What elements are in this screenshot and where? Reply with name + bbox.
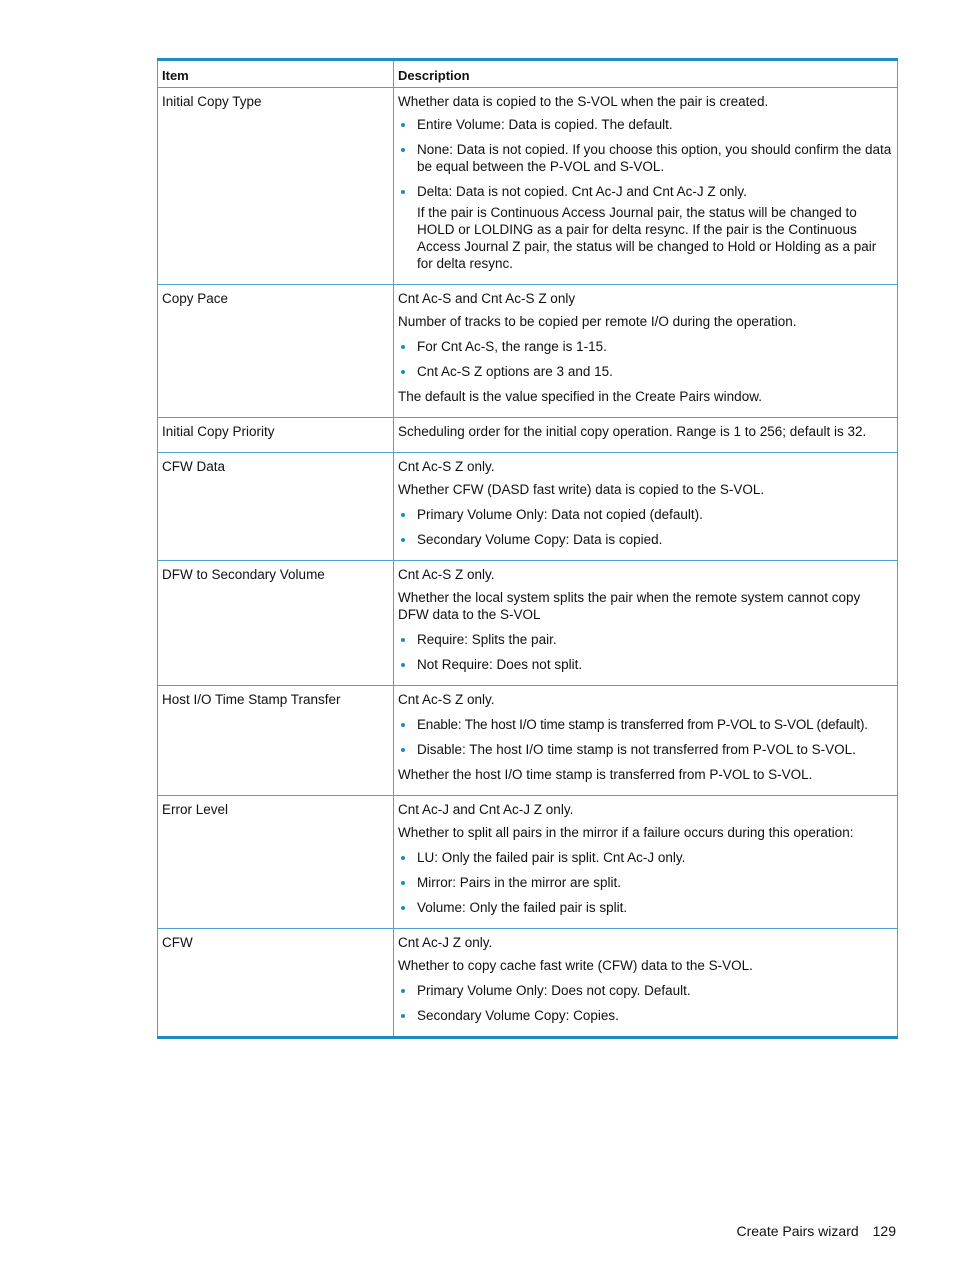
table-row bbox=[158, 453, 898, 561]
list-item: Secondary Volume Copy: Data is copied. bbox=[398, 531, 893, 548]
list-item: Require: Splits the pair. bbox=[398, 631, 893, 648]
list-item: Mirror: Pairs in the mirror are split. bbox=[398, 874, 893, 891]
table-row bbox=[158, 796, 898, 929]
bullet-icon bbox=[401, 123, 405, 127]
bullet-icon bbox=[401, 538, 405, 542]
description-cell bbox=[394, 88, 898, 285]
list-item: Cnt Ac-S Z options are 3 and 15. bbox=[398, 363, 893, 380]
description-text: Whether data is copied to the S-VOL when the pair is created. bbox=[398, 94, 769, 109]
list-item: Disable: The host I/O time stamp is not transferred from P-VOL to S-VOL. bbox=[398, 741, 893, 758]
table-row bbox=[158, 929, 898, 1038]
item-cell: CFW Data bbox=[158, 453, 394, 561]
bullet-list bbox=[398, 116, 893, 200]
bullet-icon bbox=[401, 513, 405, 517]
description-note: If the pair is Continuous Access Journal pair, the status will be changed to HOLD or LOLDING as a pair for delta resync. If the pair is the Continuous Access Journal Z pair, the status will be changed to Hold or Holding as a pair for delta resync. bbox=[417, 205, 877, 271]
description-cell bbox=[394, 686, 898, 796]
bullet-list bbox=[398, 849, 893, 916]
description-text: Whether to copy cache fast write (CFW) data to the S-VOL. bbox=[398, 958, 753, 973]
list-item: Enable: The host I/O time stamp is transferred from P-VOL to S-VOL (default). bbox=[398, 716, 893, 733]
description-text: Scheduling order for the initial copy operation. Range is 1 to 256; default is 32. bbox=[398, 424, 867, 439]
page-number: 129 bbox=[872, 1223, 896, 1239]
list-item: For Cnt Ac-S, the range is 1-15. bbox=[398, 338, 893, 355]
footer-section-title: Create Pairs wizard bbox=[736, 1223, 859, 1239]
table-row bbox=[158, 285, 898, 418]
description-text: Whether CFW (DASD fast write) data is copied to the S-VOL. bbox=[398, 482, 765, 497]
list-item: Volume: Only the failed pair is split. bbox=[398, 899, 893, 916]
bullet-list bbox=[398, 338, 893, 380]
description-text: Cnt Ac-J and Cnt Ac-J Z only. bbox=[398, 802, 574, 817]
bullet-list bbox=[398, 506, 893, 548]
item-cell: Error Level bbox=[158, 796, 394, 929]
description-text: Cnt Ac-S Z only. bbox=[398, 459, 495, 474]
table-row bbox=[158, 686, 898, 796]
item-cell: Initial Copy Priority bbox=[158, 418, 394, 453]
bullet-icon bbox=[401, 723, 405, 727]
list-item: Secondary Volume Copy: Copies. bbox=[398, 1007, 893, 1024]
bullet-icon bbox=[401, 148, 405, 152]
bullet-icon bbox=[401, 881, 405, 885]
table-header-row bbox=[158, 60, 898, 88]
item-description-table bbox=[157, 58, 898, 1039]
description-cell bbox=[394, 453, 898, 561]
bullet-icon bbox=[401, 345, 405, 349]
description-text: Cnt Ac-S and Cnt Ac-S Z only bbox=[398, 291, 576, 306]
bullet-icon bbox=[401, 370, 405, 374]
list-item: None: Data is not copied. If you choose this option, you should confirm the data be equal between the P-VOL and S-VOL. bbox=[398, 141, 893, 175]
header-item: Item bbox=[158, 60, 394, 88]
description-cell bbox=[394, 796, 898, 929]
bullet-icon bbox=[401, 748, 405, 752]
item-cell: CFW bbox=[158, 929, 394, 1038]
description-text: Cnt Ac-S Z only. bbox=[398, 692, 495, 707]
list-item: Not Require: Does not split. bbox=[398, 656, 893, 673]
description-text: Cnt Ac-J Z only. bbox=[398, 935, 493, 950]
bullet-icon bbox=[401, 989, 405, 993]
description-text: Cnt Ac-S Z only. bbox=[398, 567, 495, 582]
table-row bbox=[158, 418, 898, 453]
bullet-list bbox=[398, 631, 893, 673]
list-item: Primary Volume Only: Does not copy. Default. bbox=[398, 982, 893, 999]
bullet-icon bbox=[401, 638, 405, 642]
page-footer bbox=[736, 1223, 896, 1239]
item-cell: Initial Copy Type bbox=[158, 88, 394, 285]
list-item: LU: Only the failed pair is split. Cnt Ac-J only. bbox=[398, 849, 893, 866]
item-cell: Host I/O Time Stamp Transfer bbox=[158, 686, 394, 796]
description-text: Number of tracks to be copied per remote I/O during the operation. bbox=[398, 314, 797, 329]
table-row bbox=[158, 88, 898, 285]
item-cell: Copy Pace bbox=[158, 285, 394, 418]
bullet-list bbox=[398, 716, 893, 758]
description-cell bbox=[394, 285, 898, 418]
description-cell bbox=[394, 561, 898, 686]
description-text: Whether to split all pairs in the mirror if a failure occurs during this operation: bbox=[398, 825, 854, 840]
table-row bbox=[158, 561, 898, 686]
list-item: Primary Volume Only: Data not copied (default). bbox=[398, 506, 893, 523]
bullet-icon bbox=[401, 1014, 405, 1018]
description-text: The default is the value specified in the Create Pairs window. bbox=[398, 389, 762, 404]
bullet-icon bbox=[401, 190, 405, 194]
bullet-list bbox=[398, 982, 893, 1024]
list-item: Entire Volume: Data is copied. The default. bbox=[398, 116, 893, 133]
description-cell bbox=[394, 418, 898, 453]
description-cell bbox=[394, 929, 898, 1038]
header-description: Description bbox=[394, 60, 898, 88]
list-item: Delta: Data is not copied. Cnt Ac-J and Cnt Ac-J Z only. bbox=[398, 183, 893, 200]
bullet-icon bbox=[401, 663, 405, 667]
description-text: Whether the local system splits the pair when the remote system cannot copy DFW data to the S-VOL bbox=[398, 590, 861, 622]
bullet-icon bbox=[401, 906, 405, 910]
description-text: Whether the host I/O time stamp is transferred from P-VOL to S-VOL. bbox=[398, 767, 813, 782]
item-cell: DFW to Secondary Volume bbox=[158, 561, 394, 686]
bullet-icon bbox=[401, 856, 405, 860]
